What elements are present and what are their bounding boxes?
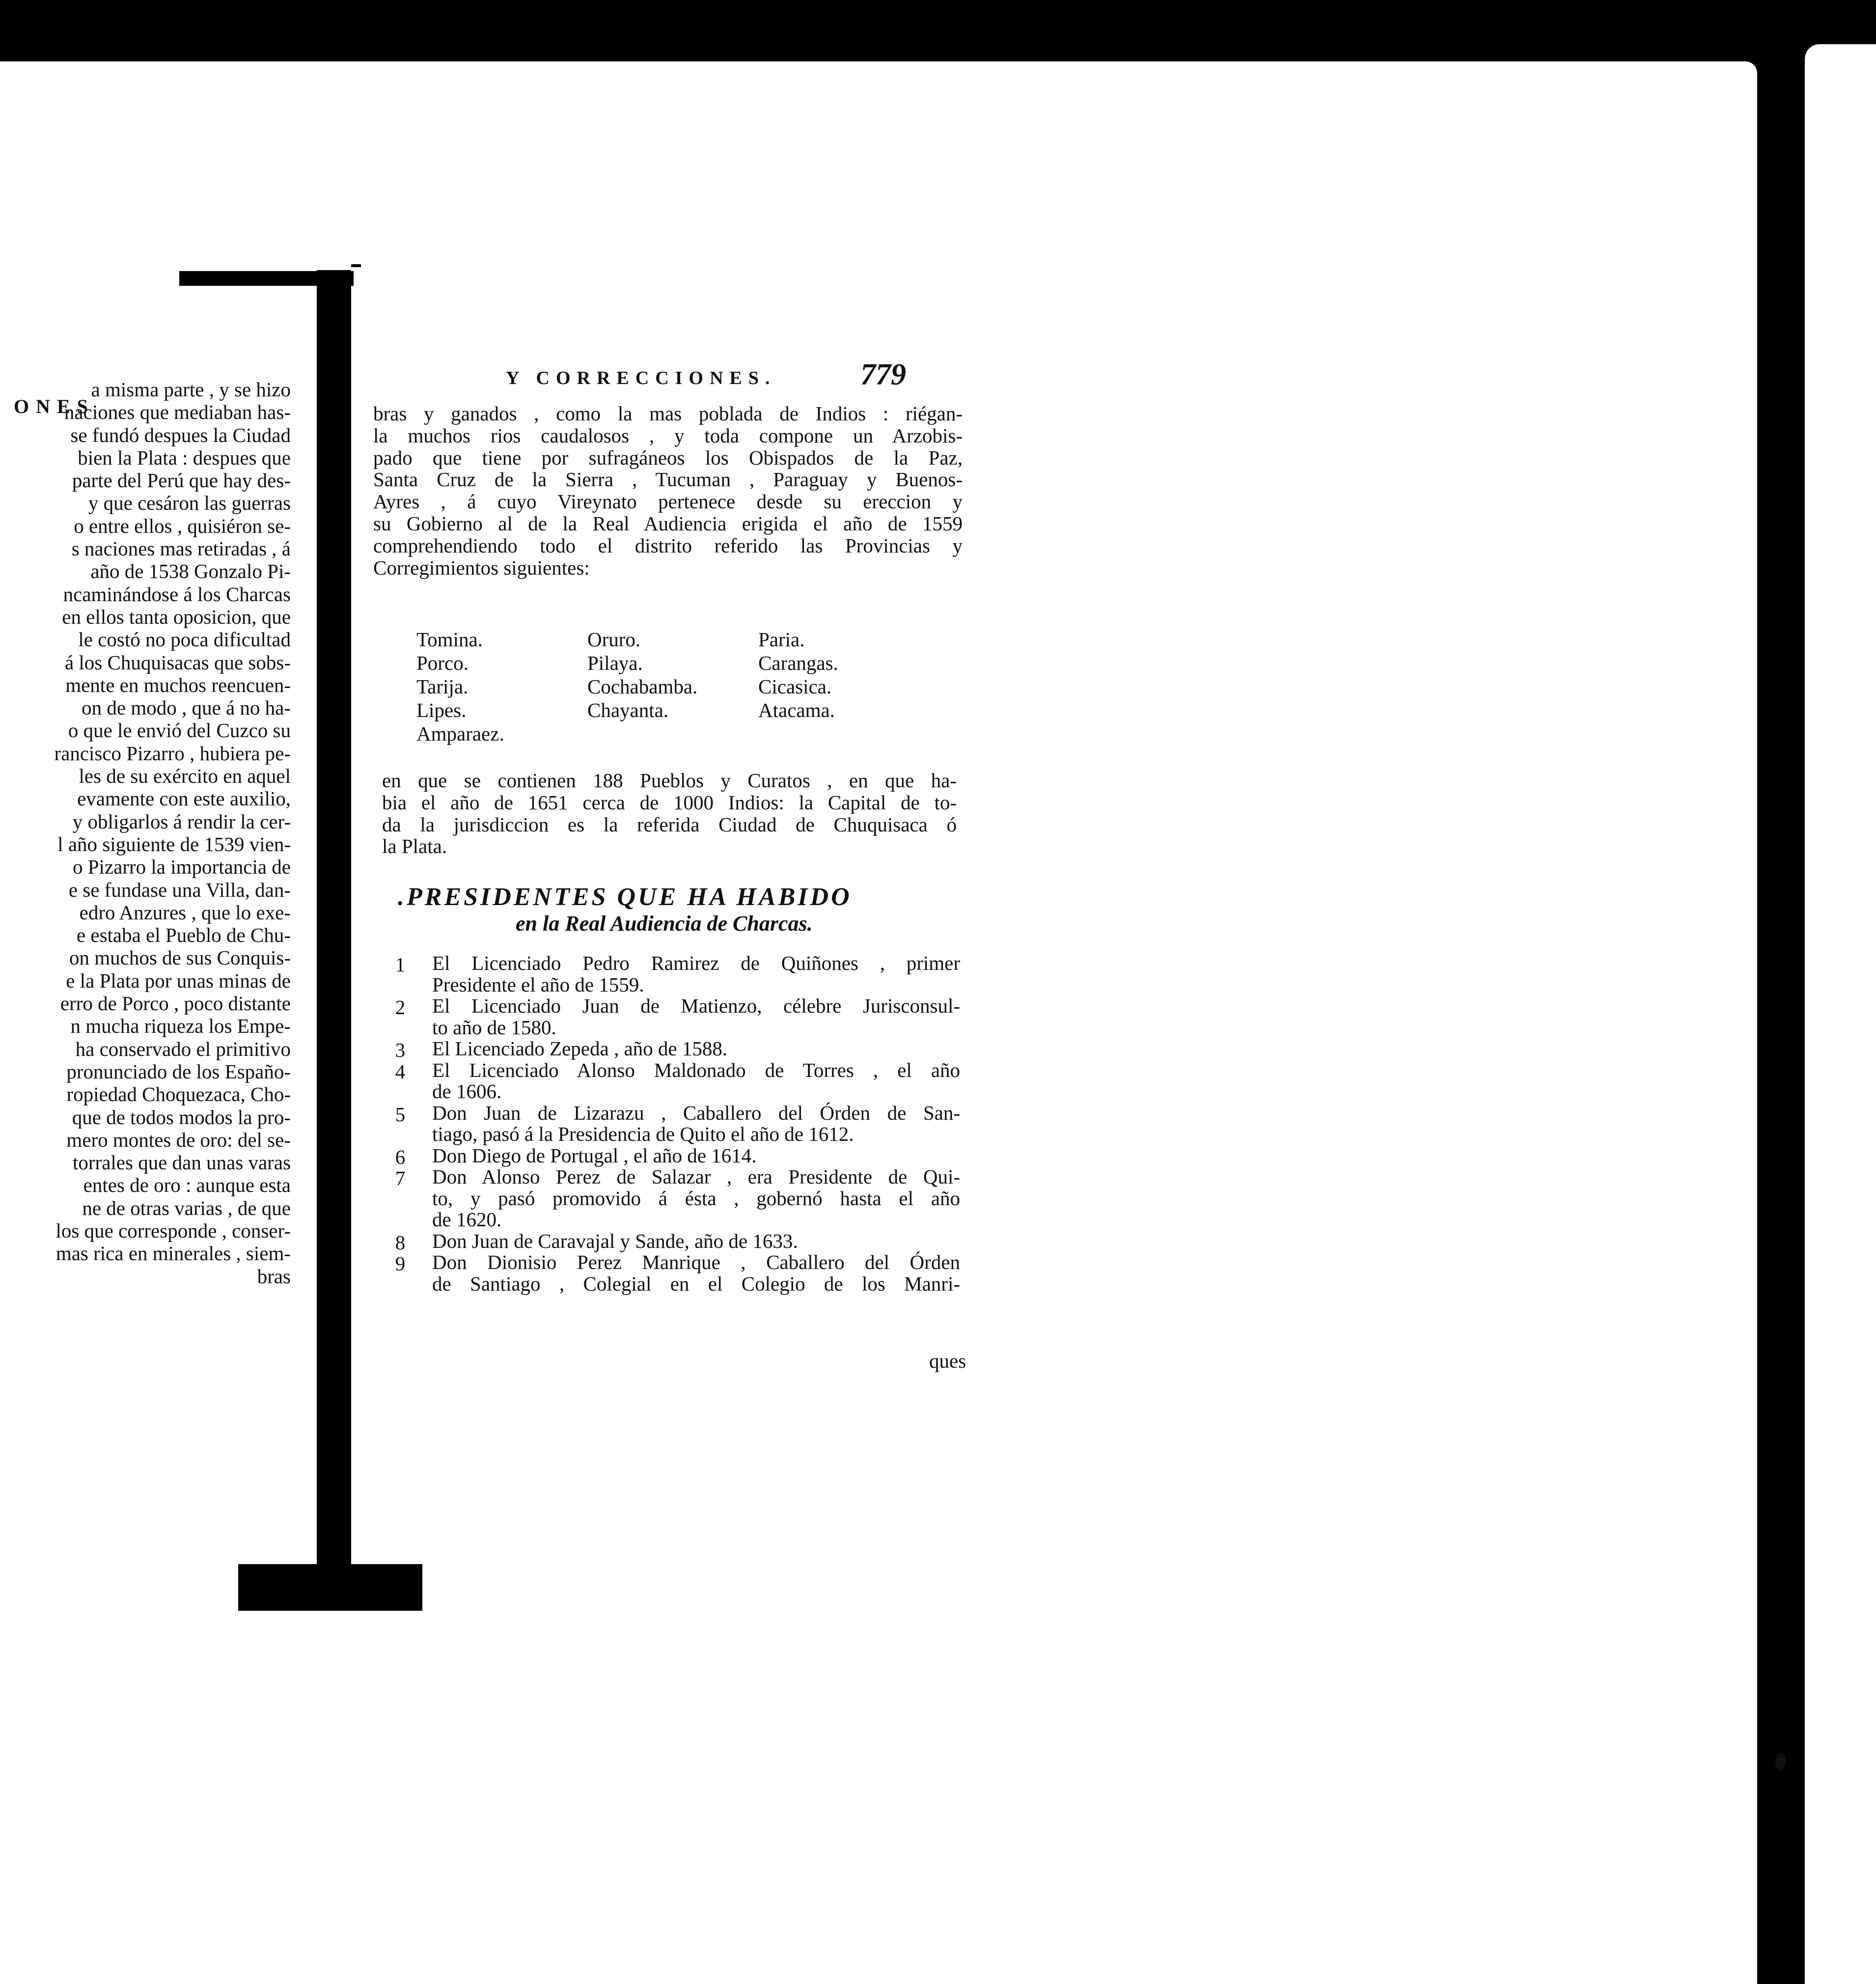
left-text-line: que de todos modos la pro- [72,1105,291,1129]
text-line: en que se contienen 188 Pueblos y Curatos , en que ha- [382,769,957,792]
left-text-line: les de su exército en aquel [79,765,291,788]
entry-number: 7 [395,1167,406,1189]
page-number: 779 [860,358,906,391]
left-text-line: e estaba el Pueblo de Chu- [76,924,291,947]
left-text-line: on de modo , que á no ha- [82,696,291,719]
left-text-line: ha conservado el primitivo [75,1037,291,1060]
text-line: bia el año de 1651 cerca de 1000 Indios: la Capital de to- [382,791,957,814]
entry-line: Don Alonso Perez de Salazar , era Presidente de Qui- [432,1165,960,1188]
text-line: Corregimientos siguientes: [373,556,590,579]
president-entry [390,1102,960,1145]
left-text-line: ncaminándose á los Charcas [63,582,291,606]
presidents-list [390,953,960,1295]
section-heading: .PRESIDENTES QUE HA HABIDO [398,883,852,911]
town-name: Amparaez. [416,722,504,745]
catchword: ques [929,1350,966,1372]
left-text-line: o Pizarro la importancia de [73,855,291,879]
entry-number: 3 [395,1039,406,1061]
text-line: da la jurisdiccion es la referida Ciudad de Chuquisaca ó [382,813,957,836]
left-text-line: a misma parte , y se hizo [91,378,291,401]
left-text-line: parte del Perú que hay des- [72,469,291,492]
text-line: su Gobierno al de la Real Audiencia erigida el año de 1559 [373,512,963,535]
left-text-line: erro de Porco , poco distante [60,992,291,1015]
entry-line: Presidente el año de 1559. [432,973,644,996]
text-line: la muchos rios caudalosos , y toda compone un Arzobis- [373,424,963,447]
left-text-line: bien la Plata : despues que [78,446,291,469]
left-text-line: le costó no poca dificultad [78,628,291,651]
left-text-line: entes de oro : aunque esta [83,1174,291,1197]
left-text-line: l año siguiente de 1539 vien- [57,832,291,855]
entry-line: El Licenciado Juan de Matienzo, célebre Jurisconsul- [432,994,960,1017]
left-text-line: o que le envió del Cuzco su [68,719,291,742]
section-subheading: en la Real Audiencia de Charcas. [516,911,813,936]
entry-line: Don Dionisio Perez Manrique , Caballero del Órden [432,1251,960,1273]
town-name: Carangas. [758,652,838,674]
entry-number: 4 [395,1060,406,1083]
president-entry [390,1166,960,1231]
left-text-line: e se fundase una Villa, dan- [68,878,291,901]
entry-number: 1 [395,953,406,976]
left-text-line: ne de otras varias , de que [82,1196,291,1219]
text-line: comprehendiendo todo el distrito referido las Provincias y [373,534,963,557]
text-line: la Plata. [382,835,447,858]
town-name: Porco. [416,652,469,674]
intro-paragraph [373,403,963,579]
entry-number: 8 [395,1231,406,1254]
text-line: Ayres , á cuyo Vireynato pertenece desde su ereccion y [373,490,963,513]
left-text-line: á los Chuquisacas que sobs- [64,651,291,674]
president-entry [390,995,960,1038]
town-name: Tomina. [416,628,483,651]
entry-line: de 1620. [432,1208,502,1231]
town-name: Pilaya. [587,652,643,674]
town-name: Paria. [758,628,805,651]
president-entry [390,1038,960,1060]
entry-number: 6 [395,1145,406,1168]
left-text-line: s naciones mas retiradas , á [71,537,291,560]
town-name: Cochabamba. [587,675,698,698]
left-text-line: mas rica en minerales , siem- [55,1242,291,1265]
left-text-line: evamente con este auxilio, [77,787,291,810]
president-entry [390,1145,960,1167]
left-text-line: torrales que dan unas varas [73,1151,291,1174]
left-text-line: naciones que mediaban has- [64,401,291,424]
entry-line: de 1606. [432,1080,502,1102]
entry-line: El Licenciado Alonso Maldonado de Torres , el año [432,1058,960,1081]
entry-number: 2 [395,996,406,1019]
left-text-line: en ellos tanta oposicion, que [62,605,291,628]
left-text-line: bras [257,1265,291,1288]
left-text-line: o entre ellos , quisiéron se- [74,514,291,537]
gutter-bracket-foot [238,1564,422,1611]
entry-line: El Licenciado Zepeda , año de 1588. [432,1037,728,1060]
entry-line: El Licenciado Pedro Ramirez de Quiñones , primer [432,952,960,974]
entry-line: Don Juan de Lizarazu , Caballero del Órden de San- [432,1101,960,1124]
left-text-line: los que corresponde , conser- [55,1219,291,1242]
left-text-line: e la Plata por unas minas de [66,969,291,992]
gutter-bracket-top-edge [351,264,361,267]
entry-line: to año de 1580. [432,1016,556,1039]
left-text-line: on muchos de sus Conquis- [69,946,291,969]
left-text-line: pronunciado de los Españo- [66,1060,291,1083]
entry-line: Don Diego de Portugal , el año de 1614. [432,1144,757,1167]
town-name [587,722,758,745]
left-text-line: y que cesáron las guerras [88,492,291,515]
town-name: Tarija. [416,675,469,698]
film-speck [1775,1753,1786,1770]
left-page-text [0,378,291,1288]
left-text-line: n mucha riqueza los Empe- [70,1015,291,1038]
town-name: Oruro. [587,628,641,651]
entry-line: to, y pasó promovido á ésta , gobernó hasta el año [432,1186,960,1210]
text-line: bras y ganados , como la mas poblada de Indios : riégan- [373,402,963,425]
president-entry [390,953,960,995]
town-name: Cicasica. [758,675,832,698]
town-name: Atacama. [758,699,835,721]
entry-number: 5 [395,1102,406,1126]
left-running-head: ONES [14,395,95,417]
left-text-line: se fundó despues la Ciudad [70,423,291,446]
left-text-line: ropiedad Choquezaca, Cho- [66,1083,291,1106]
town-name [758,722,906,745]
left-text-line: y obligarlos á rendir la cer- [72,810,291,833]
adjacent-page-edge [1805,44,1876,1984]
running-head: Y CORRECCIONES. [506,368,776,388]
entry-number: 9 [395,1252,406,1275]
left-text-line: año de 1538 Gonzalo Pi- [90,560,291,583]
left-text-line: mente en muchos reencuen- [65,673,291,696]
gutter-bracket [317,270,351,1606]
entry-line: Don Juan de Caravajal y Sande, año de 1633. [432,1229,798,1252]
text-line: Santa Cruz de la Sierra , Tucuman , Paraguay y Buenos- [373,468,963,491]
town-name: Chayanta. [587,699,669,721]
entry-line: de Santiago , Colegial en el Colegio de los Manri- [432,1272,960,1295]
towns-list [416,628,906,745]
after-paragraph [382,770,957,857]
president-entry [390,1060,960,1102]
left-text-line: edro Anzures , que lo exe- [79,901,291,924]
left-text-line: rancisco Pizarro , hubiera pe- [54,742,291,765]
town-name: Lipes. [416,699,467,721]
text-line: pado que tiene por sufragáneos los Obispados de la Paz, [373,446,963,469]
president-entry [390,1231,960,1252]
president-entry [390,1252,960,1295]
entry-line: tiago, pasó á la Presidencia de Quito el año de 1612. [432,1123,854,1145]
left-text-line: mero montes de oro: del se- [66,1128,291,1151]
